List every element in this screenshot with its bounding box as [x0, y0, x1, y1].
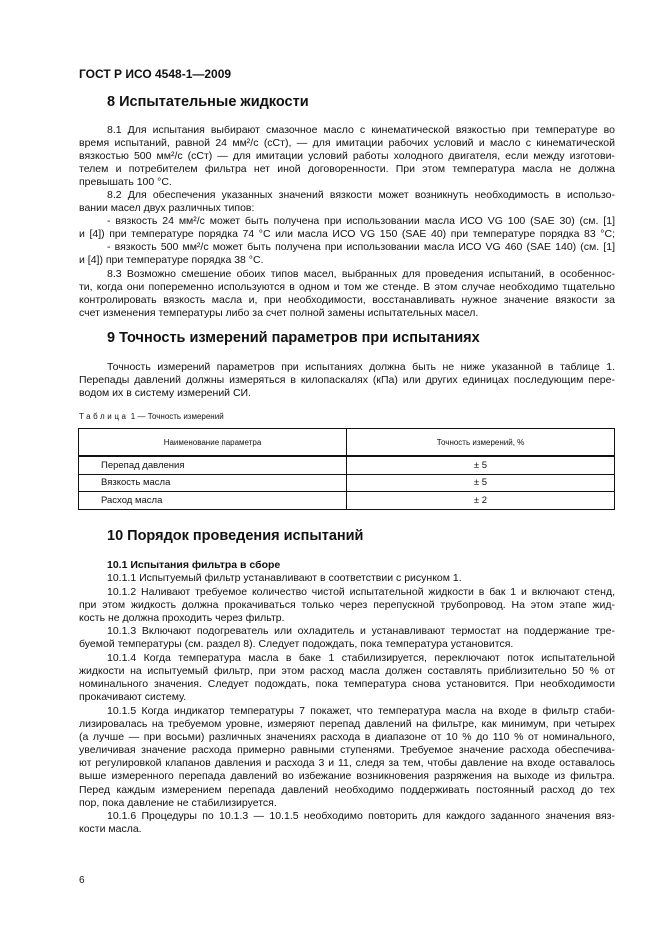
paragraph-10-1-3	[79, 625, 615, 651]
table-caption-text: 1 — Точность измерений	[128, 412, 224, 421]
text-line: ти, когда они попеременно используются в одном и том же стенде. В этом случае необходимо тщательно	[79, 281, 615, 294]
paragraph-8-3	[79, 268, 615, 320]
text-line: Перед каждым измерением перепада давлений необходимо поддерживать постоянный расход до тех	[79, 783, 615, 796]
text-line: Точность измерений параметров при испытаниях должна быть не ниже указанной в таблице 1.	[107, 361, 615, 373]
column-header-parameter: Наименование параметра	[79, 429, 347, 457]
text-line: номинального значения. Следует подождать, пока температура снова установится. При необходимости	[79, 678, 615, 691]
text-line: (а лучше — при восьми) различных значениях расхода в диапазоне от 10 % до 110 % от номинального,	[79, 731, 615, 744]
text-line: 10.1.3 Включают подогреватель или охладитель и устанавливают термостат на поддержание тре-	[107, 625, 615, 637]
parameter-name: Расход масла	[79, 492, 347, 510]
text-line: при этом жидкость должна прокачиваться только через перепускной трубопровод. На этом этапе жид-	[79, 599, 615, 612]
text-line: 8.3 Возможно смешение обоих типов масел, выбранных для проведения испытаний, в особеннос-	[107, 268, 615, 280]
text-line: время испытаний, равной 24 мм²/с (сСт), — для имитации рабочих условий и масло с кинематической	[79, 137, 615, 150]
text-line: лизировалась на требуемом уровне, измеряют перепад давлений на фильтре, как минимум, при четырех	[79, 718, 615, 731]
text-line: кости масла.	[79, 823, 142, 836]
text-line: водом их в систему измерений СИ.	[79, 387, 252, 400]
paragraph-10-1-1	[79, 572, 615, 585]
text-line: и [4]) при температуре порядка 38 °С.	[79, 254, 264, 267]
accuracy-value: ± 2	[347, 492, 615, 510]
column-header-accuracy: Точность измерений, %	[347, 429, 615, 457]
paragraph-10-1-5	[79, 705, 615, 810]
table-caption	[79, 412, 224, 421]
text-line: счет изменения температуры либо за счет полной замены испытательных масел.	[79, 307, 479, 320]
section-9-title: 9 Точность измерений параметров при испытаниях	[107, 330, 480, 346]
text-line: телем и потребителем фильтра нет иной договоренности. При этом температура масла не должна	[79, 163, 615, 176]
text-line: вании масел двух различных типов:	[79, 202, 255, 215]
text-line: Перепады давлений должны измеряться в килопаскалях (кПа) или других единицах последующим пере-	[79, 374, 615, 387]
text-line: вязкостью 500 мм²/с (сСт) — для имитации условий работы холодного двигателя, если между изготови-	[79, 150, 615, 163]
text-line: 10.1.1 Испытуемый фильтр устанавливают в соответствии с рисунком 1.	[107, 572, 462, 584]
accuracy-value: ± 5	[347, 474, 615, 492]
paragraph-10-1-4	[79, 652, 615, 704]
table-row	[79, 474, 615, 492]
standard-header: ГОСТ Р ИСО 4548-1—2009	[79, 67, 232, 81]
text-line: кость не должна проходить через фильтр.	[79, 612, 285, 625]
text-line: прокачивают систему.	[79, 691, 187, 704]
text-line: буемой температуры (см. раздел 8). Следует подождать, пока температура установится.	[79, 638, 514, 651]
text-line: пор, пока давление не стабилизируется.	[79, 796, 277, 809]
text-line: 8.1 Для испытания выбирают смазочное масло с кинематической вязкостью при температуре во	[107, 124, 615, 136]
text-line: выше измеренного перепада давлений во избежание возникновения разряжения на выходе из фильтра.	[79, 770, 615, 783]
table-caption-label: Таблица	[79, 412, 129, 421]
table-header-row	[79, 429, 615, 457]
accuracy-value: ± 5	[347, 456, 615, 474]
paragraph-9	[79, 361, 615, 400]
parameter-name: Перепад давления	[79, 456, 347, 474]
text-line: превышать 100 °С.	[79, 176, 172, 189]
text-line: ют регулировкой клапанов давления и расхода 3 и 11, следя за тем, чтобы давление на входе оставалось	[79, 757, 615, 770]
subsection-10-1-title: 10.1 Испытания фильтра в сборе	[107, 559, 281, 571]
section-8-title: 8 Испытательные жидкости	[107, 94, 309, 110]
table-row	[79, 492, 615, 510]
accuracy-table	[78, 428, 615, 510]
text-line: - вязкость 500 мм²/с может быть получена при использовании масла ИСО VG 460 (SAE 140) (см. [1]	[107, 241, 615, 254]
text-line: жидкости на испытуемый фильтр, при этом расход масла должен составлять приблизительно 50 % от	[79, 665, 615, 678]
text-line: 10.1.4 Когда температура масла в баке 1 стабилизируется, переключают поток испытательной	[107, 652, 615, 664]
text-line: 10.1.6 Процедуры по 10.1.3 — 10.1.5 необходимо повторить для каждого заданного значения вяз-	[107, 810, 615, 822]
parameter-name: Вязкость масла	[79, 474, 347, 492]
text-line: 10.1.2 Наливают требуемое количество чистой испытательной жидкости в бак 1 и включают стенд,	[107, 586, 615, 598]
paragraph-10-1-6	[79, 810, 615, 836]
text-line: и [4]) при температуре порядка 74 °С или масла ИСО VG 150 (SAE 40) при температуре порядка 83 °С;	[79, 228, 615, 241]
text-line: контролировать вязкость масла и, при необходимости, восстанавливать нужное значение вязкости за	[79, 294, 615, 307]
text-line: увеличивая значение расхода примерно равными ступенями. Требуемое значение расхода обеспечива-	[79, 744, 615, 757]
page-number: 6	[79, 875, 85, 886]
text-line: - вязкость 24 мм²/с может быть получена при использовании масла ИСО VG 100 (SAE 30) (см. [1]	[107, 215, 615, 228]
paragraph-8-1	[79, 124, 615, 189]
table-row	[79, 456, 615, 474]
text-line: 10.1.5 Когда индикатор температуры 7 покажет, что температура масла на входе в фильтр стаби-	[107, 705, 615, 717]
section-10-title: 10 Порядок проведения испытаний	[107, 528, 364, 544]
text-line: 8.2 Для обеспечения указанных значений вязкости может возникнуть необходимость в использо-	[107, 189, 615, 201]
paragraph-8-2	[79, 189, 615, 268]
paragraph-10-1-2	[79, 586, 615, 625]
